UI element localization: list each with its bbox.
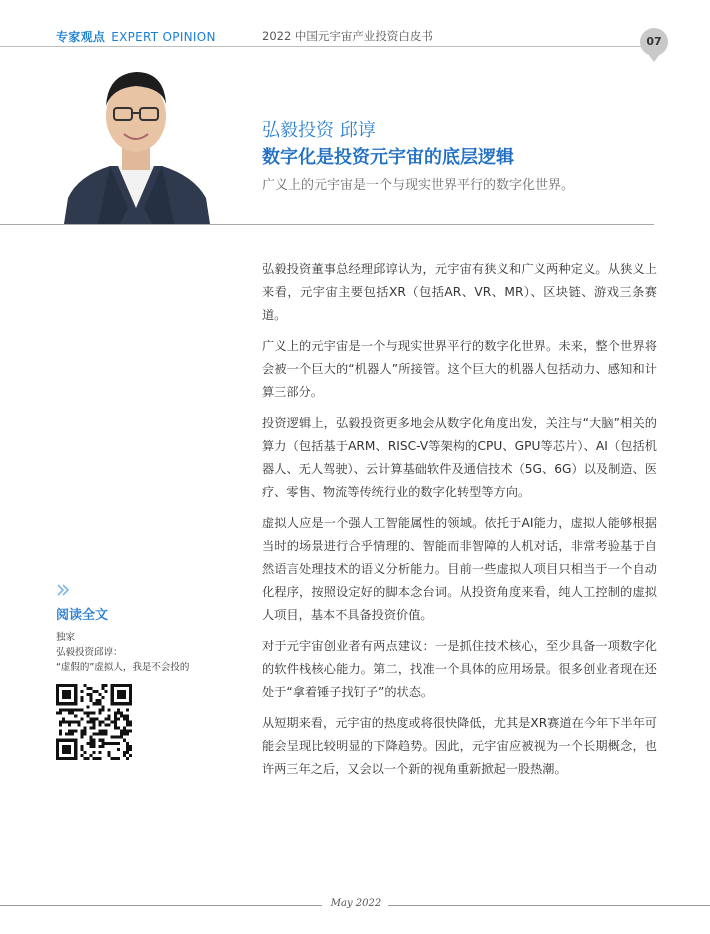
header-divider [0,46,650,47]
chevron-double-right-icon [56,582,72,596]
qr-code-icon[interactable] [56,684,132,760]
section-label [56,28,216,45]
read-full-article-link[interactable]: 阅读全文 [56,608,109,623]
footer-date: May 2022 [330,898,382,909]
section-label-en: EXPERT OPINION [111,30,216,44]
portrait-divider [0,224,654,225]
body-paragraph: 投资逻辑上，弘毅投资更多地会从数字化角度出发，关注与“大脑”相关的算力（包括基于ARM、RISC-V等架构的CPU、GPU等芯片）、AI（包括机器人、无人驾驶）、云计算基础软件及通信技术（5G、6G）以及制造、医疗、零售、物流等传统行业的数字化转型等方向。 [262,416,657,499]
article-headline: 数字化是投资元宇宙的底层逻辑 [262,147,514,168]
footer-divider-left [0,905,322,906]
article-subtitle: 广义上的元宇宙是一个与现实世界平行的数字化世界。 [262,178,575,193]
article-body [262,258,657,789]
page-number-badge-pointer [648,54,660,62]
body-paragraph: 从短期来看，元宇宙的热度或将很快降低，尤其是XR赛道在今年下半年可能会呈现比较明显的下降趋势。因此，元宇宙应被视为一个长期概念，也许两三年之后，又会以一个新的视角重新掀起一股热潮。 [262,716,657,776]
section-label-cn: 专家观点 [56,30,106,44]
body-paragraph: 虚拟人应是一个强人工智能属性的领域。依托于AI能力，虚拟人能够根据当时的场景进行合乎情理的、智能而非智障的人机对话，非常考验基于自然语言处理技术的语义分析能力。目前一些虚拟人项目只相当于一个自动化程序，按照设定好的脚本念台词。从投资角度来看，纯人工控制的虚拟人项目，基本不具备投资价值。 [262,516,657,622]
body-paragraph: 广义上的元宇宙是一个与现实世界平行的数字化世界。未来，整个世界将会被一个巨大的“机器人”所接管。这个巨大的机器人包括动力、感知和计算三部分。 [262,339,657,399]
publication-title: 2022 中国元宇宙产业投资白皮书 [262,29,433,43]
related-article-title-line1[interactable]: 弘毅投资邱谆： [56,647,123,658]
exclusive-tag: 独家 [56,632,76,643]
author-portrait [58,58,214,224]
footer-divider-right [388,905,710,906]
page-number-badge: 07 [640,28,668,56]
article-author: 弘毅投资 邱谆 [262,120,376,141]
body-paragraph: 弘毅投资董事总经理邱谆认为，元宇宙有狭义和广义两种定义。从狭义上来看，元宇宙主要包括XR（包括AR、VR、MR）、区块链、游戏三条赛道。 [262,262,657,322]
related-article-title-line2[interactable]: “虚假的”虚拟人，我是不会投的 [56,662,190,673]
body-paragraph: 对于元宇宙创业者有两点建议：一是抓住技术核心，至少具备一项数字化的软件栈核心能力。第二，找准一个具体的应用场景。很多创业者现在还处于“拿着锤子找钉子”的状态。 [262,639,657,699]
